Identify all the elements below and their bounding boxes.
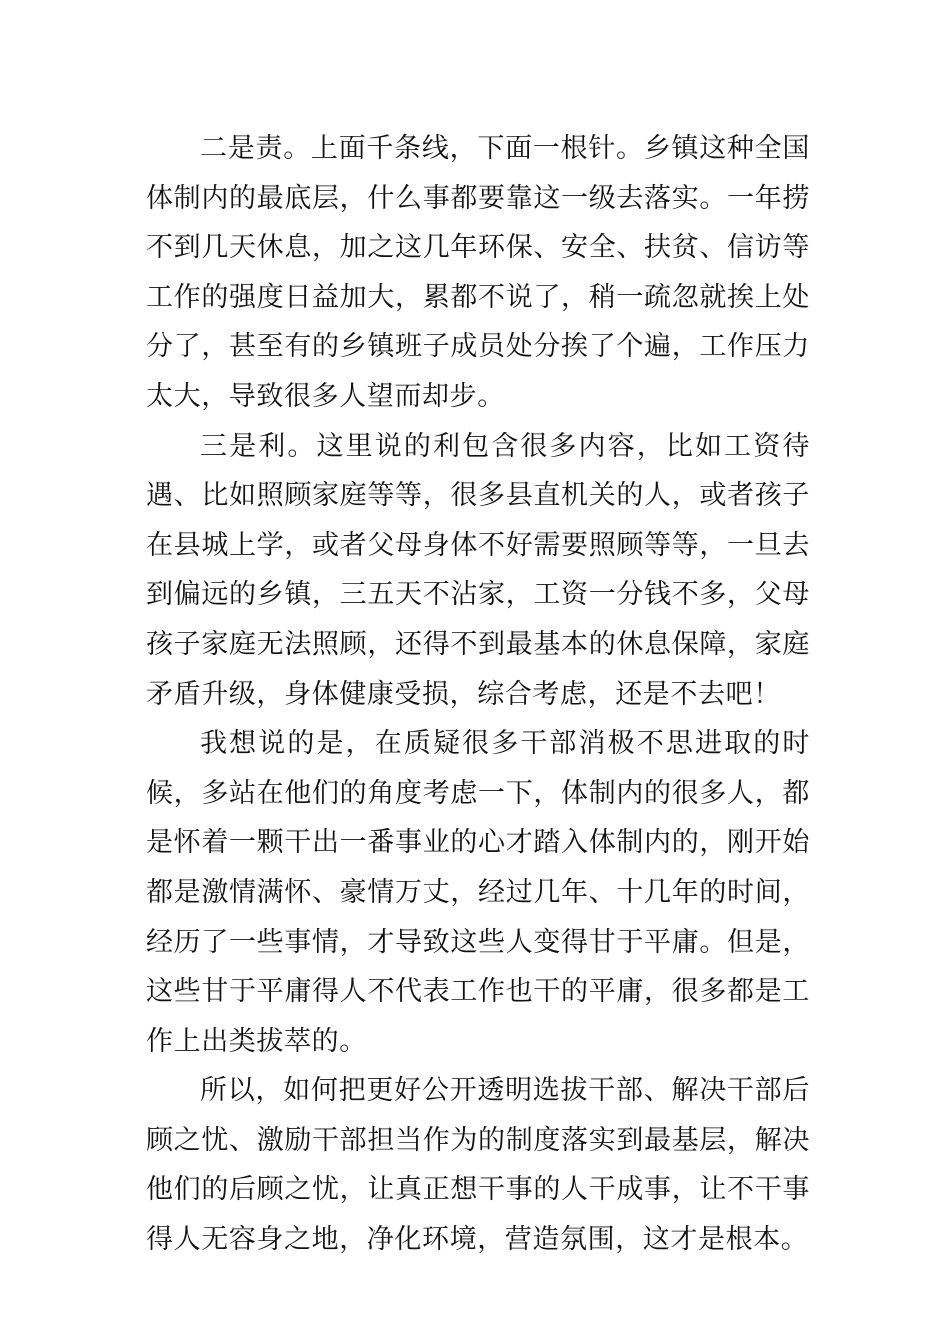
paragraph-responsibility: 二是责。上面千条线，下面一根针。乡镇这种全国体制内的最底层，什么事都要靠这一级去落实。一年捞不到几天休息，加之这几年环保、安全、扶贫、信访等工作的强度日益加大，累都不说了，稍一疏忽就挨上处分了，甚至有的乡镇班子成员处分挨了个遍，工作压力太大，导致很多人望而却步。 bbox=[146, 133, 810, 412]
paragraph-conclusion: 所以，如何把更好公开透明选拔干部、解决干部后顾之忧、激励干部担当作为的制度落实到最基层，解决他们的后顾之忧，让真正想干事的人干成事，让不干事得人无容身之地，净化环境，营造氛围，这才是根本。 bbox=[146, 1075, 810, 1256]
paragraph-benefit: 三是利。这里说的利包含很多内容，比如工资待遇、比如照顾家庭等等，很多县直机关的人，或者孩子在县城上学，或者父母身体不好需要照顾等等，一旦去到偏远的乡镇，三五天不沾家，工资一分钱不多，父母孩子家庭无法照顾，还得不到最基本的休息保障，家庭矛盾升级，身体健康受损，综合考虑，还是不去吧！ bbox=[146, 430, 810, 710]
paragraph-opinion: 我想说的是，在质疑很多干部消极不思进取的时候，多站在他们的角度考虑一下，体制内的很多人，都是怀着一颗干出一番事业的心才踏入体制内的，刚开始都是激情满怀、豪情万丈，经过几年、十几年的时间，经历了一些事情，才导致这些人变得甘于平庸。但是，这些甘于平庸得人不代表工作也干的平庸，很多都是工作上出类拔萃的。 bbox=[146, 728, 810, 1057]
document-body bbox=[146, 124, 810, 1265]
